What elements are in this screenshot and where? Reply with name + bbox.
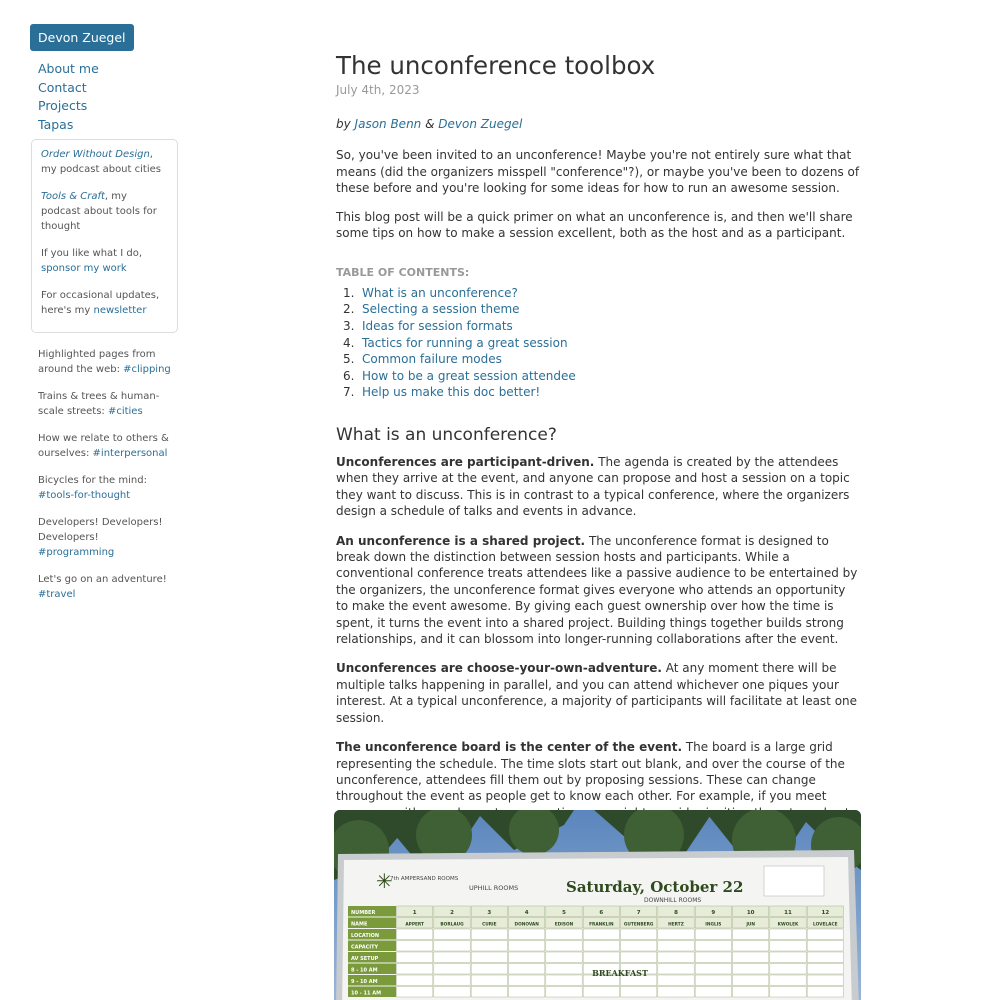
board-room-name: KWOLEK <box>777 922 799 928</box>
toc-link-tactics[interactable]: Tactics for running a great session <box>362 335 568 350</box>
board-cell <box>509 987 545 998</box>
board-room-number: 1 <box>412 909 417 916</box>
toc-number: 4. <box>343 335 355 350</box>
author-devon-zuegel-link[interactable]: Devon Zuegel <box>438 117 523 131</box>
tag-clipping-link[interactable]: #clipping <box>123 363 171 375</box>
board-note-downhill: DOWNHILL ROOMS <box>644 897 702 904</box>
promo-tc <box>41 189 169 234</box>
toc-link-failure-modes[interactable]: Common failure modes <box>362 352 502 367</box>
sidebar <box>30 24 178 614</box>
board-cell <box>733 952 769 963</box>
toc-link-help[interactable]: Help us make this doc better! <box>362 385 541 400</box>
promo-odw-text: , my podcast about cities <box>41 148 161 175</box>
board-cell <box>807 964 843 975</box>
board-cell <box>546 929 582 940</box>
toc-number: 1. <box>343 285 355 300</box>
toc-item <box>336 335 860 352</box>
byline <box>336 116 860 132</box>
board-cell <box>509 975 545 986</box>
paragraph-lead: An unconference is a shared project. <box>336 533 586 548</box>
toc-item <box>336 368 860 385</box>
promo-newsletter-text: For occasional updates, here's my <box>41 289 160 316</box>
board-cell <box>621 952 657 963</box>
board-cell <box>434 941 470 952</box>
board-cell <box>471 929 507 940</box>
intro-paragraph-2: This blog post will be a quick primer on what an unconference is, and then we'll share some tips on how to make a session excellent, both as the host and as a participant. <box>336 209 853 241</box>
board-cell <box>471 952 507 963</box>
board-room-name: DONOVAN <box>514 922 539 928</box>
toc-number: 3. <box>343 319 355 334</box>
promo-newsletter <box>41 288 169 318</box>
paragraph-lead: Unconferences are choose-your-own-adventure. <box>336 661 662 676</box>
promo-tc-text: , my podcast about tools for thought <box>41 190 157 232</box>
board-room-number: 4 <box>524 909 529 916</box>
board-room-number: 5 <box>562 909 566 916</box>
toc-link-theme[interactable]: Selecting a session theme <box>362 302 520 317</box>
toc-item <box>336 351 860 368</box>
board-cell <box>807 941 843 952</box>
board-cell <box>397 964 433 975</box>
board-cell <box>509 929 545 940</box>
board-cell <box>621 941 657 952</box>
board-room-number: 10 <box>746 909 755 916</box>
board-room-name: INGLIS <box>705 922 722 928</box>
section-paragraph <box>336 533 860 648</box>
board-room-name: CURIE <box>482 922 497 928</box>
section-heading: What is an unconference? <box>336 425 557 445</box>
board-cell <box>471 941 507 952</box>
toc-item <box>336 285 860 302</box>
board-cell <box>546 975 582 986</box>
paragraph-body: At any moment there will be multiple talks happening in parallel, and you can attend whichever one piques your interest. At a typical unconference, a majority of participants will facilitate at least one session. <box>336 661 858 725</box>
toc-number: 5. <box>343 352 355 367</box>
board-room-name: JUN <box>746 922 756 928</box>
board-cell <box>807 952 843 963</box>
board-room-name: HERTZ <box>668 922 684 928</box>
nav-projects[interactable]: Projects <box>38 98 88 114</box>
paragraph-body: The board is a large grid representing the schedule. The time slots start out blank, and over the course of the unconference, attendees fill them out by proposing sessions. These can change throughout the event as people get to know each other. For example, if you meet <box>336 740 845 804</box>
toc-item <box>336 384 860 401</box>
board-cell <box>770 929 806 940</box>
board-note-ampersand: 7th AMPERSAND ROOMS <box>390 876 459 882</box>
paragraph-lead: Unconferences are participant-driven. <box>336 455 595 469</box>
section-paragraph <box>336 454 860 520</box>
board-illustration <box>334 810 861 1000</box>
board-cell <box>546 952 582 963</box>
board-cell <box>583 929 619 940</box>
tag-description: Bicycles for the mind: <box>38 474 147 486</box>
board-cell <box>546 941 582 952</box>
board-room-name: FRANKLIN <box>589 922 614 928</box>
toc-item <box>336 301 860 318</box>
board-note-uphill: UPHILL ROOMS <box>469 884 519 892</box>
board-cell <box>434 964 470 975</box>
board-cell <box>695 952 731 963</box>
board-cell <box>807 929 843 940</box>
page-title: The unconference toolbox <box>336 51 656 80</box>
board-room-number: 3 <box>487 909 492 916</box>
board-row-label: AV SETUP <box>351 955 379 962</box>
site-brand-button[interactable]: Devon Zuegel <box>30 24 134 51</box>
tag-item <box>38 515 178 560</box>
board-cell <box>397 987 433 998</box>
sidebar-nav <box>30 60 178 135</box>
board-cell <box>397 952 433 963</box>
board-row-label: NAME <box>351 921 368 928</box>
board-cell <box>509 964 545 975</box>
toc-number: 2. <box>343 302 355 317</box>
board-room-name: EDISON <box>554 922 574 928</box>
tag-description: Developers! Developers! Developers! <box>38 516 163 543</box>
promo-odw <box>41 147 169 177</box>
paragraph-body: The unconference format is designed to break down the distinction between session hosts and participants. While a conventional conference treats attendees like a passive audience to be entertained by the organizers, the unconference format gives everyone who attends an opportunity to make the event awesome. By giving each guest ownership over how the time is spent, it turns the event into a shared project. Building things together builds strong relationships, and it can blossom into longer-running collaborations after the event. <box>336 533 858 647</box>
nav-tapas[interactable]: Tapas <box>38 117 74 133</box>
unconference-board-photo <box>334 810 861 1000</box>
table-of-contents <box>336 285 860 401</box>
board-row-label: 9 - 10 AM <box>351 978 378 985</box>
board-cell <box>695 987 731 998</box>
board-cell <box>695 975 731 986</box>
board-cell <box>434 929 470 940</box>
board-cell <box>733 929 769 940</box>
board-cell <box>658 987 694 998</box>
tag-travel-link[interactable]: #travel <box>38 588 76 600</box>
board-cell <box>621 987 657 998</box>
board-cell <box>509 952 545 963</box>
tag-item <box>38 389 178 419</box>
newsletter-link[interactable]: newsletter <box>93 304 147 316</box>
board-cell <box>658 952 694 963</box>
order-without-design-link[interactable]: Order Without Design <box>41 148 150 160</box>
board-cell <box>770 975 806 986</box>
board-cell <box>695 929 731 940</box>
board-cell <box>434 952 470 963</box>
board-cell <box>733 975 769 986</box>
intro-paragraph-1: So, you've been invited to an unconference! Maybe you're not entirely sure what that means (did the organizers misspell "conference"?), or maybe you've been to dozens of these before and you're looking for some ideas for how to run an awesome session. <box>336 148 860 196</box>
board-cell <box>509 941 545 952</box>
section-paragraph <box>336 660 860 726</box>
board-cell <box>770 987 806 998</box>
board-room-number: 2 <box>450 909 454 916</box>
board-room-name: LOVELACE <box>813 922 838 928</box>
board-cell <box>770 964 806 975</box>
byline-amp: & <box>421 117 439 131</box>
board-cell <box>658 964 694 975</box>
board-cell <box>658 941 694 952</box>
board-cell <box>471 975 507 986</box>
board-cell <box>733 987 769 998</box>
board-cell <box>546 964 582 975</box>
board-cell <box>733 941 769 952</box>
toc-item <box>336 318 860 335</box>
board-cell <box>471 964 507 975</box>
tools-and-craft-link[interactable]: Tools & Craft <box>41 190 105 202</box>
board-cell <box>621 929 657 940</box>
board-cell <box>770 941 806 952</box>
board-cell <box>397 941 433 952</box>
board-room-name: GUTENBERG <box>623 922 654 928</box>
board-room-number: 9 <box>711 909 716 916</box>
board-cell <box>658 929 694 940</box>
paragraph-lead: The unconference board is the center of the event. <box>336 740 683 755</box>
tag-interpersonal-link[interactable]: #interpersonal <box>92 447 168 459</box>
tag-item <box>38 473 178 503</box>
board-cell <box>658 975 694 986</box>
board-row-label: LOCATION <box>351 932 380 939</box>
tag-programming-link[interactable]: #programming <box>38 546 115 558</box>
board-star-icon: ✳ <box>376 869 393 893</box>
article <box>336 50 860 851</box>
board-cell <box>434 987 470 998</box>
section-body <box>336 454 860 838</box>
board-cell <box>583 952 619 963</box>
tag-description: Let's go on an adventure! <box>38 573 167 585</box>
board-cell <box>583 941 619 952</box>
board-cell <box>583 987 619 998</box>
sponsor-link[interactable]: sponsor my work <box>41 262 127 274</box>
promo-sponsor <box>41 246 169 276</box>
board-cell <box>434 975 470 986</box>
tag-description: How we relate to others & ourselves: <box>38 432 169 459</box>
toc-link-attendee[interactable]: How to be a great session attendee <box>362 368 576 383</box>
tag-list <box>30 347 178 602</box>
board-room-number: 7 <box>636 909 641 916</box>
tag-item <box>38 572 178 602</box>
board-row-label: CAPACITY <box>351 944 379 951</box>
tag-cities-link[interactable]: #cities <box>107 405 143 417</box>
board-room-name: BORLAUG <box>440 922 464 928</box>
promo-sponsor-text: If you like what I do, <box>41 247 143 259</box>
byline-prefix: by <box>336 117 355 131</box>
board-cell <box>807 987 843 998</box>
board-cell <box>546 987 582 998</box>
board-title: Saturday, October 22 <box>566 878 744 896</box>
author-jason-benn-link[interactable]: Jason Benn <box>354 117 422 131</box>
tag-description: Trains & trees & human-scale streets: <box>38 390 160 417</box>
board-row-label: 10 - 11 AM <box>351 990 382 997</box>
tag-item <box>38 431 178 461</box>
board-cell <box>471 987 507 998</box>
board-room-name: APPERT <box>405 922 424 928</box>
nav-contact[interactable]: Contact <box>38 79 87 95</box>
board-cell <box>695 941 731 952</box>
board-room-number: 8 <box>674 909 678 916</box>
board-cell <box>695 964 731 975</box>
tag-item <box>38 347 178 377</box>
board-room-number: 11 <box>784 909 792 916</box>
board-row-label: NUMBER <box>351 909 376 916</box>
board-cell <box>733 964 769 975</box>
board-cell <box>397 975 433 986</box>
toc-heading: TABLE OF CONTENTS: <box>336 266 470 280</box>
board-breakfast-label: BREAKFAST <box>592 968 648 978</box>
board-room-number: 12 <box>821 909 830 916</box>
board-row-label: 8 - 10 AM <box>351 967 378 974</box>
board-cell <box>770 952 806 963</box>
tag-description: Highlighted pages from around the web: <box>38 348 156 375</box>
promo-card <box>31 139 178 333</box>
nav-about-me[interactable]: About me <box>38 61 99 76</box>
toc-link-what-is[interactable]: What is an unconference? <box>362 285 518 300</box>
toc-link-formats[interactable]: Ideas for session formats <box>362 319 513 334</box>
board-room-number: 6 <box>599 909 604 916</box>
post-date: July 4th, 2023 <box>336 83 420 97</box>
board-cell <box>397 929 433 940</box>
toc-number: 6. <box>343 368 355 383</box>
tag-tools-for-thought-link[interactable]: #tools-for-thought <box>38 489 131 501</box>
toc-number: 7. <box>343 385 355 400</box>
paragraph-body: The agenda is created by the attendees when they arrive at the event, and anyone can propose and host a session on a topic they want to discuss. This is in contrast to a typical conference, where the organizers design a schedule of talks and events in advance. <box>336 455 850 519</box>
board-cell <box>807 975 843 986</box>
